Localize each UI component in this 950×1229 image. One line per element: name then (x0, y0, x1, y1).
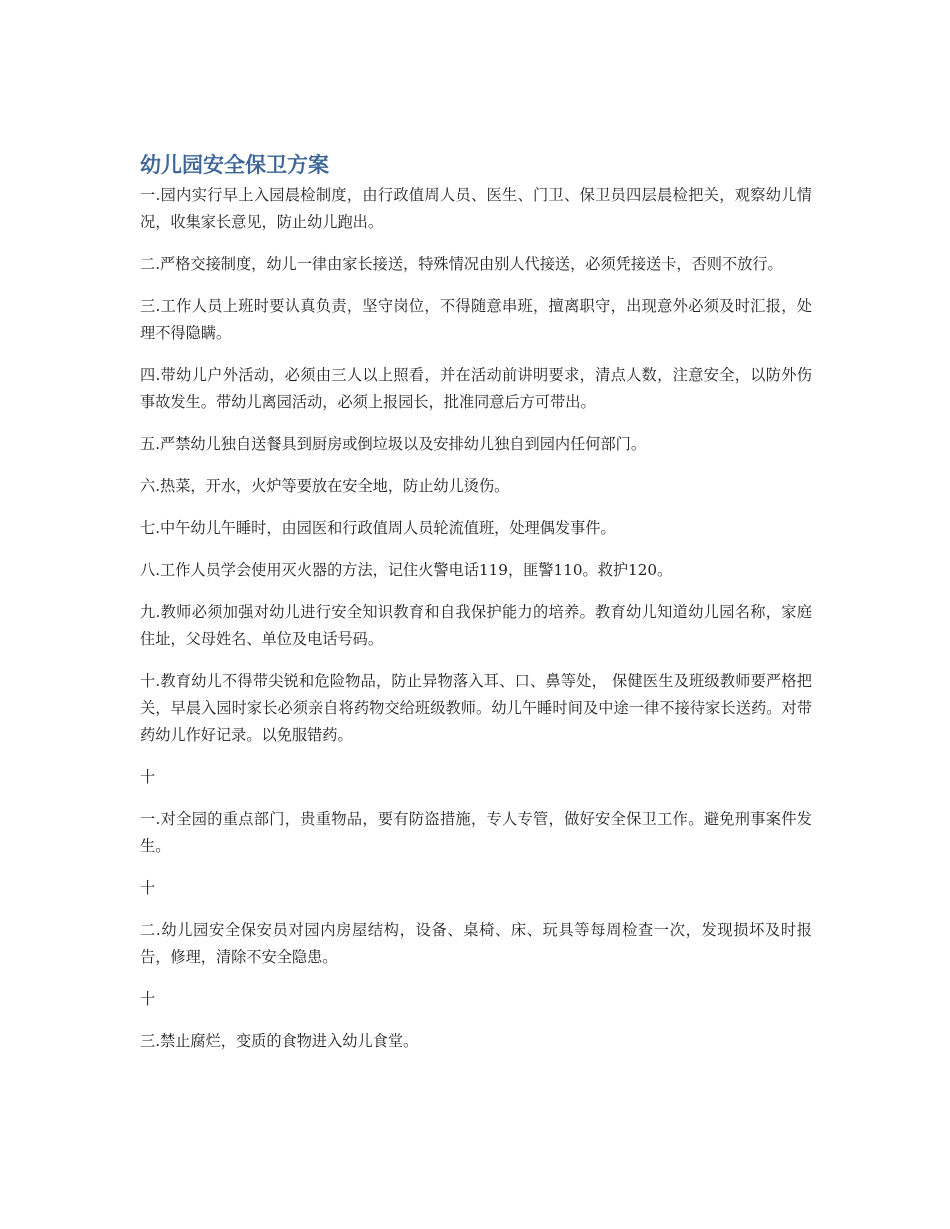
paragraph-10: 十.教育幼儿不得带尖锐和危险物品，防止异物落入耳、口、鼻等处， 保健医生及班级教师要严格把关，早晨入园时家长必须亲自将药物交给班级教师。幼儿午睡时间及中途一律不接待家长送药。对带药幼儿作好记录。以免服错药。 (140, 672, 812, 744)
paragraph-7: 七.中午幼儿午睡时，由园医和行政值周人员轮流值班，处理偶发事件。 (140, 519, 616, 537)
paragraph-13: 三.禁止腐烂，变质的食物进入幼儿食堂。 (140, 1032, 419, 1050)
paragraph-9: 九.教师必须加强对幼儿进行安全知识教育和自我保护能力的培养。教育幼儿知道幼儿园名称，家庭住址，父母姓名、单位及电话号码。 (140, 603, 812, 648)
paragraph-12: 二.幼儿园安全保安员对园内房屋结构，设备、桌椅、床、玩具等每周检查一次，发现损坏及时报告，修理，清除不安全隐患。 (140, 921, 812, 966)
paragraph-2: 二.严格交接制度，幼儿一律由家长接送，特殊情况由别人代接送，必须凭接送卡，否则不放行。 (140, 255, 783, 273)
paragraph-5: 五.严禁幼儿独自送餐具到厨房或倒垃圾以及安排幼儿独自到园内任何部门。 (140, 435, 647, 453)
document-title: 幼儿园安全保卫方案 (140, 153, 329, 177)
paragraph-11: 一.对全园的重点部门，贵重物品，要有防盗措施，专人专管，做好安全保卫工作。避免刑事案件发生。 (140, 810, 812, 855)
paragraph-12-numeral: 十 (140, 879, 156, 897)
paragraph-4: 四.带幼儿户外活动，必须由三人以上照看，并在活动前讲明要求，清点人数，注意安全，以防外伤事故发生。带幼儿离园活动，必须上报园长，批准同意后方可带出。 (140, 366, 812, 411)
paragraph-3: 三.工作人员上班时要认真负责，坚守岗位，不得随意串班，擅离职守，出现意外必须及时汇报，处理不得隐瞒。 (140, 297, 812, 342)
paragraph-11-numeral: 十 (140, 768, 156, 786)
paragraph-13-numeral: 十 (140, 990, 156, 1008)
document-page (140, 150, 812, 1070)
paragraph-1: 一.园内实行早上入园晨检制度，由行政值周人员、医生、门卫、保卫员四层晨检把关，观察幼儿情况，收集家长意见，防止幼儿跑出。 (140, 186, 812, 231)
paragraph-8: 八.工作人员学会使用灭火器的方法，记住火警电话119，匪警110。救护120。 (140, 561, 673, 579)
paragraph-6: 六.热菜，开水，火炉等要放在安全地，防止幼儿烫伤。 (140, 477, 510, 495)
